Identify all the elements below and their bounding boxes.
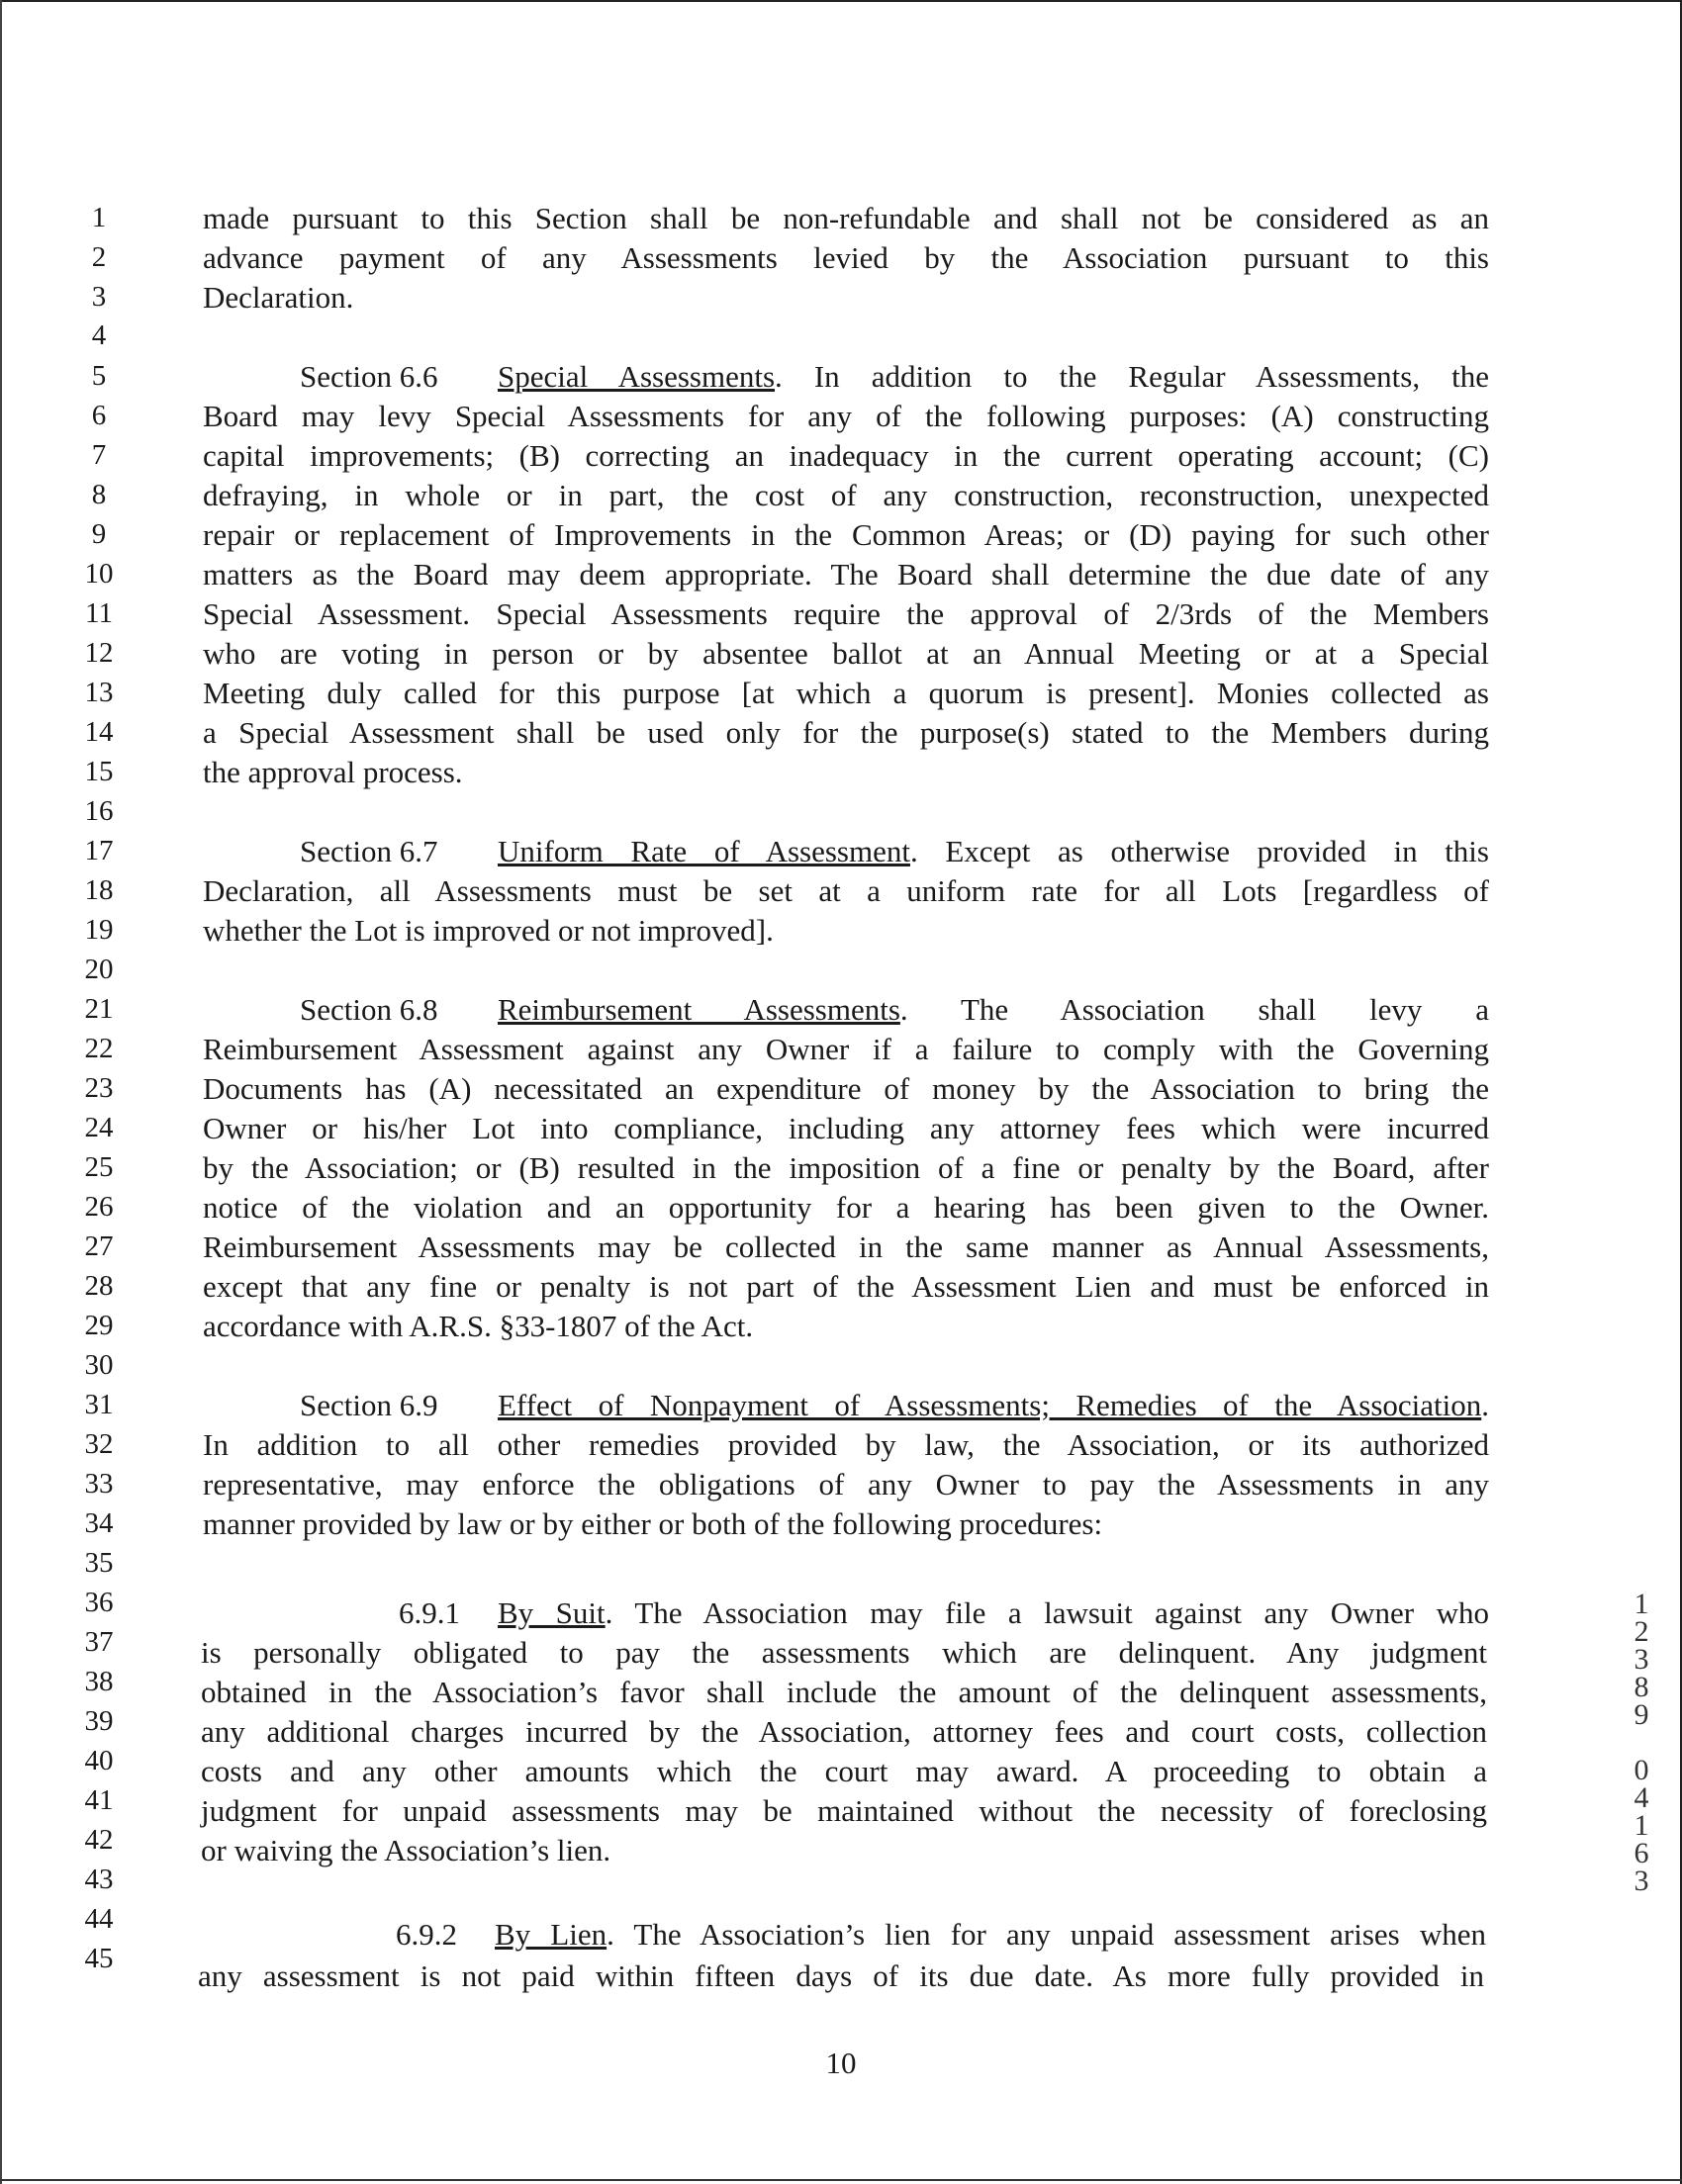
text-line: by the Association; or (B) resulted in the imposition of a fine or penalty by the Board, after <box>203 1150 1489 1185</box>
line-number: 42 <box>84 1824 114 1856</box>
text-line: any additional charges incurred by the Association, attorney fees and court costs, collection <box>201 1714 1487 1749</box>
line-number: 28 <box>84 1270 114 1302</box>
line-number: 32 <box>84 1428 114 1460</box>
subsection-6-9-2-heading-line: 6.9.2 By Lien. The Association’s lien for any unpaid assessment arises when <box>396 1917 1486 1952</box>
line-number: 39 <box>84 1705 114 1737</box>
text-line: who are voting in person or by absentee ballot at an Annual Meeting or at a Special <box>203 636 1489 671</box>
text-line: Declaration, all Assessments must be set at a uniform rate for all Lots [regardless of <box>203 873 1489 908</box>
text-line: representative, may enforce the obligations of any Owner to pay the Assessments in any <box>203 1467 1489 1502</box>
text-line: repair or replacement of Improvements in the Common Areas; or (D) paying for such other <box>203 517 1489 552</box>
text-line: costs and any other amounts which the court may award. A proceeding to obtain a <box>201 1754 1487 1788</box>
line-number: 11 <box>85 597 113 629</box>
line-number: 33 <box>84 1468 114 1500</box>
stamp-digit: 3 <box>1634 1865 1649 1897</box>
line-number: 16 <box>84 795 114 827</box>
text-line: Declaration. <box>203 280 354 315</box>
section-6-7-heading-line: Section 6.7 Uniform Rate of Assessment. Except as otherwise provided in this <box>300 834 1489 868</box>
section-6-9-heading-line: Section 6.9 Effect of Nonpayment of Assessments; Remedies of the Association. <box>300 1388 1489 1422</box>
section-heading: Uniform Rate of Assessment <box>498 834 910 868</box>
stamp-digit: 3 <box>1634 1643 1649 1676</box>
line-number: 4 <box>91 319 107 351</box>
line-number: 6 <box>91 400 107 431</box>
scan-border-top <box>0 0 1682 2</box>
text-line: manner provided by law or by either or both of the following procedures: <box>203 1506 1103 1541</box>
text-line: In addition to all other remedies provided by law, the Association, or its authorized <box>203 1427 1489 1462</box>
line-number: 41 <box>84 1784 114 1816</box>
text-line: Reimbursement Assessments may be collected in the same manner as Annual Assessments, <box>203 1229 1489 1264</box>
text-line: made pursuant to this Section shall be non-refundable and shall not be considered as an <box>203 201 1489 235</box>
line-number: 15 <box>84 756 114 787</box>
stamp-digit: 6 <box>1634 1837 1649 1869</box>
text-line: whether the Lot is improved or not improved]. <box>203 913 774 948</box>
line-number: 25 <box>84 1151 114 1183</box>
text-line: is personally obligated to pay the assessments which are delinquent. Any judgment <box>201 1635 1487 1670</box>
line-number: 34 <box>84 1507 114 1539</box>
line-number: 8 <box>91 479 107 510</box>
stamp-digit: 2 <box>1634 1615 1649 1648</box>
line-number: 20 <box>84 954 114 985</box>
line-number: 10 <box>84 558 114 590</box>
text-line: any assessment is not paid within fifteen days of its due date. As more fully provided in <box>198 1958 1484 1993</box>
line-number: 24 <box>84 1112 114 1143</box>
subsection-heading: By Suit <box>498 1595 606 1630</box>
section-label: Section 6.9 <box>300 1388 438 1422</box>
line-number: 35 <box>84 1547 114 1579</box>
text-line: notice of the violation and an opportunity for a hearing has been given to the Owner. <box>203 1190 1489 1225</box>
line-number: 5 <box>91 360 107 392</box>
line-number: 27 <box>84 1230 114 1262</box>
section-6-6-heading-line: Section 6.6 Special Assessments. In addition to the Regular Assessments, the <box>300 359 1489 394</box>
stamp-gap <box>1627 1729 1656 1757</box>
stamp-digit: 0 <box>1634 1754 1649 1786</box>
section-label: Section 6.6 <box>300 359 438 394</box>
text-line: capital improvements; (B) correcting an inadequacy in the current operating account; (C) <box>203 438 1489 473</box>
line-number: 29 <box>84 1310 114 1341</box>
text-line: Meeting duly called for this purpose [at which a quorum is present]. Monies collected as <box>203 676 1489 710</box>
line-number: 23 <box>84 1072 114 1104</box>
subsection-heading: By Lien <box>495 1917 607 1952</box>
section-6-8-heading-line: Section 6.8 Reimbursement Assessments. The Association shall levy a <box>300 992 1489 1027</box>
stamp-digit: 9 <box>1634 1698 1649 1731</box>
line-number: 2 <box>91 241 107 273</box>
line-number: 30 <box>84 1349 114 1381</box>
text-line: except that any fine or penalty is not part of the Assessment Lien and must be enforced in <box>203 1269 1489 1304</box>
subsection-label: 6.9.1 <box>399 1595 460 1630</box>
section-label: Section 6.8 <box>300 992 438 1027</box>
text-line: defraying, in whole or in part, the cost of any construction, reconstruction, unexpected <box>203 478 1489 512</box>
text-line: Special Assessment. Special Assessments require the approval of 2/3rds of the Members <box>203 596 1489 631</box>
line-number: 7 <box>91 439 107 471</box>
subsection-6-9-1-heading-line: 6.9.1 By Suit. The Association may file a lawsuit against any Owner who <box>399 1595 1489 1630</box>
text-line: accordance with A.R.S. §33-1807 of the Act. <box>203 1309 754 1343</box>
section-heading: Effect of Nonpayment of Assessments; Remedies of the Association <box>498 1388 1482 1422</box>
line-number: 17 <box>84 835 114 866</box>
line-number: 1 <box>91 202 107 233</box>
section-heading: Special Assessments <box>498 359 776 394</box>
text-line: a Special Assessment shall be used only for the purpose(s) stated to the Members during <box>203 715 1489 750</box>
recording-stamp-vertical <box>1627 1588 1656 1897</box>
line-number: 21 <box>84 993 114 1025</box>
scan-border-bottom <box>0 2179 1682 2181</box>
stamp-digit: 4 <box>1634 1781 1649 1814</box>
line-number: 36 <box>84 1587 114 1618</box>
line-number: 40 <box>84 1745 114 1776</box>
stamp-digit: 1 <box>1634 1809 1649 1842</box>
text-line: Owner or his/her Lot into compliance, including any attorney fees which were incurred <box>203 1111 1489 1145</box>
scan-border-left <box>0 0 2 2184</box>
page-number: 10 <box>825 2046 857 2080</box>
subsection-label: 6.9.2 <box>396 1917 457 1952</box>
text-line: judgment for unpaid assessments may be maintained without the necessity of foreclosing <box>201 1793 1487 1828</box>
stamp-digit: 1 <box>1634 1588 1649 1620</box>
line-number: 14 <box>84 716 114 748</box>
line-number: 19 <box>84 914 114 946</box>
text-line: Board may levy Special Assessments for any of the following purposes: (A) constructing <box>203 399 1489 433</box>
line-number: 3 <box>91 281 107 313</box>
line-number: 9 <box>91 518 107 550</box>
line-number: 12 <box>84 637 114 669</box>
text-line: the approval process. <box>203 755 463 789</box>
text-line: Reimbursement Assessment against any Owner if a failure to comply with the Governing <box>203 1032 1489 1066</box>
line-number: 18 <box>84 874 114 906</box>
text-line: obtained in the Association’s favor shall include the amount of the delinquent assessments, <box>201 1675 1487 1709</box>
line-number: 26 <box>84 1191 114 1223</box>
line-number: 45 <box>84 1943 114 1974</box>
text-line: or waiving the Association’s lien. <box>201 1833 611 1867</box>
line-number: 22 <box>84 1033 114 1064</box>
line-number: 38 <box>84 1666 114 1697</box>
line-number: 13 <box>84 677 114 708</box>
section-label: Section 6.7 <box>300 834 438 868</box>
line-number: 43 <box>84 1864 114 1895</box>
text-line: matters as the Board may deem appropriate. The Board shall determine the due date of any <box>203 557 1489 592</box>
stamp-digit: 8 <box>1634 1671 1649 1703</box>
line-number: 31 <box>84 1389 114 1420</box>
line-number: 37 <box>84 1626 114 1658</box>
text-line: Documents has (A) necessitated an expenditure of money by the Association to bring the <box>203 1071 1489 1106</box>
text-line: advance payment of any Assessments levied by the Association pursuant to this <box>203 240 1489 275</box>
section-heading: Reimbursement Assessments <box>498 992 900 1027</box>
line-number: 44 <box>84 1903 114 1935</box>
